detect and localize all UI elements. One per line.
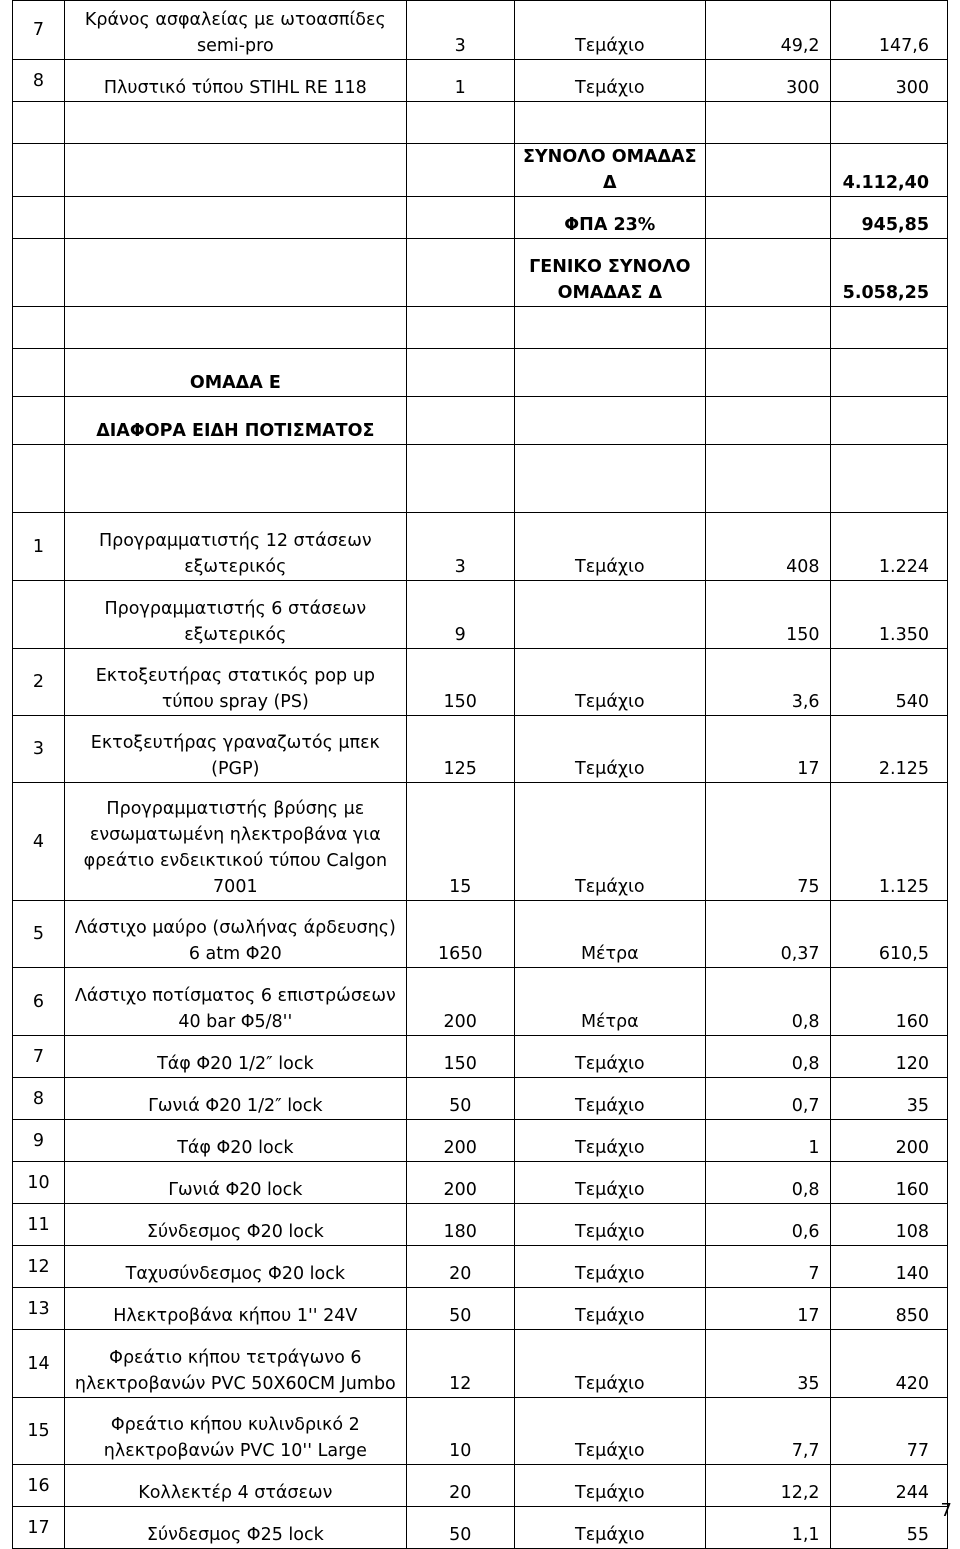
empty-cell (13, 397, 65, 445)
empty-cell (705, 445, 830, 513)
item-unit: Τεμάχιο (514, 1204, 705, 1246)
item-description: Σύνδεσμος Φ25 lock (64, 1507, 406, 1549)
item-price: 17 (705, 1288, 830, 1330)
item-total: 140 (830, 1246, 947, 1288)
item-price: 7 (705, 1246, 830, 1288)
item-number: 16 (13, 1465, 65, 1507)
item-description: Εκτοξευτήρας στατικός pop up τύπου spray (PS) (64, 649, 406, 716)
empty-cell (406, 307, 514, 349)
item-quantity: 3 (406, 513, 514, 581)
item-total: 2.125 (830, 716, 947, 783)
item-description: Λάστιχο μαύρο (σωλήνας άρδευσης) 6 atm Φ20 (64, 901, 406, 968)
item-number: 14 (13, 1330, 65, 1398)
empty-cell (13, 307, 65, 349)
empty-cell (705, 102, 830, 144)
item-total: 35 (830, 1078, 947, 1120)
item-total: 160 (830, 968, 947, 1036)
item-description: Ταχυσύνδεσμος Φ20 lock (64, 1246, 406, 1288)
item-unit: Τεμάχιο (514, 1246, 705, 1288)
empty-cell (514, 102, 705, 144)
item-total: 160 (830, 1162, 947, 1204)
table-row (13, 1330, 948, 1398)
item-description: Προγραμματιστής βρύσης με ενσωματωμένη ηλεκτροβάνα για φρεάτιο ενδεικτικού τύπου Calgon 7001 (64, 783, 406, 901)
empty-cell (13, 144, 65, 197)
item-unit: Τεμάχιο (514, 1398, 705, 1465)
blank-row (13, 102, 948, 144)
item-price: 0,7 (705, 1078, 830, 1120)
item-unit (514, 581, 705, 649)
item-unit: Τεμάχιο (514, 1465, 705, 1507)
item-number: 15 (13, 1398, 65, 1465)
item-quantity: 50 (406, 1288, 514, 1330)
empty-cell (13, 349, 65, 397)
item-price: 1,1 (705, 1507, 830, 1549)
item-number: 7 (13, 1036, 65, 1078)
empty-cell (514, 445, 705, 513)
grand-total-row (13, 239, 948, 307)
item-price: 1 (705, 1120, 830, 1162)
item-total: 610,5 (830, 901, 947, 968)
table-row (13, 1, 948, 60)
empty-cell (705, 397, 830, 445)
item-number: 12 (13, 1246, 65, 1288)
vat-value: 945,85 (830, 197, 947, 239)
item-price: 0,6 (705, 1204, 830, 1246)
blank-row (13, 445, 948, 513)
table-row (13, 1204, 948, 1246)
item-description: Προγραμματιστής 6 στάσεων εξωτερικός (64, 581, 406, 649)
item-unit: Τεμάχιο (514, 1120, 705, 1162)
item-number: 2 (13, 649, 65, 716)
item-price: 0,37 (705, 901, 830, 968)
empty-cell (830, 307, 947, 349)
empty-cell (406, 239, 514, 307)
item-total: 300 (830, 60, 947, 102)
table-row (13, 1398, 948, 1465)
item-unit: Τεμάχιο (514, 1330, 705, 1398)
item-number: 8 (13, 1078, 65, 1120)
item-description: Εκτοξευτήρας γραναζωτός μπεκ (PGP) (64, 716, 406, 783)
blank-row (13, 307, 948, 349)
vat-label: ΦΠΑ 23% (514, 197, 705, 239)
empty-cell (13, 102, 65, 144)
grand-total-value: 5.058,25 (830, 239, 947, 307)
item-total: 1.224 (830, 513, 947, 581)
empty-cell (514, 349, 705, 397)
item-total: 147,6 (830, 1, 947, 60)
item-quantity: 15 (406, 783, 514, 901)
empty-cell (705, 197, 830, 239)
item-unit: Τεμάχιο (514, 1507, 705, 1549)
empty-cell (406, 349, 514, 397)
subtotal-label: ΣΥΝΟΛΟ ΟΜΑΔΑΣ Δ (514, 144, 705, 197)
item-description: Ηλεκτροβάνα κήπου 1'' 24V (64, 1288, 406, 1330)
item-number (13, 581, 65, 649)
table-row (13, 649, 948, 716)
table-row (13, 1162, 948, 1204)
table-row (13, 1465, 948, 1507)
item-quantity: 180 (406, 1204, 514, 1246)
item-quantity: 20 (406, 1246, 514, 1288)
empty-cell (705, 349, 830, 397)
empty-cell (406, 144, 514, 197)
item-price: 12,2 (705, 1465, 830, 1507)
table-row (13, 783, 948, 901)
item-unit: Τεμάχιο (514, 716, 705, 783)
item-quantity: 12 (406, 1330, 514, 1398)
item-price: 0,8 (705, 1162, 830, 1204)
item-price: 300 (705, 60, 830, 102)
empty-cell (13, 197, 65, 239)
item-total: 244 (830, 1465, 947, 1507)
item-description: Τάφ Φ20 lock (64, 1120, 406, 1162)
empty-cell (13, 445, 65, 513)
empty-cell (830, 102, 947, 144)
item-price: 49,2 (705, 1, 830, 60)
item-number: 6 (13, 968, 65, 1036)
empty-cell (13, 239, 65, 307)
item-total: 77 (830, 1398, 947, 1465)
item-total: 55 (830, 1507, 947, 1549)
item-description: Σύνδεσμος Φ20 lock (64, 1204, 406, 1246)
item-unit: Τεμάχιο (514, 649, 705, 716)
table-row (13, 1036, 948, 1078)
item-description: Γωνιά Φ20 1/2″ lock (64, 1078, 406, 1120)
item-unit: Τεμάχιο (514, 1288, 705, 1330)
item-description: Προγραμματιστής 12 στάσεων εξωτερικός (64, 513, 406, 581)
item-unit: Τεμάχιο (514, 1078, 705, 1120)
item-description: Κράνος ασφαλείας με ωτοασπίδες semi-pro (64, 1, 406, 60)
vat-row (13, 197, 948, 239)
table-row (13, 581, 948, 649)
item-number: 10 (13, 1162, 65, 1204)
empty-cell (64, 307, 406, 349)
item-description: Λάστιχο ποτίσματος 6 επιστρώσεων 40 bar Φ5/8'' (64, 968, 406, 1036)
empty-cell (705, 144, 830, 197)
item-number: 17 (13, 1507, 65, 1549)
item-price: 408 (705, 513, 830, 581)
items-table (12, 0, 948, 1549)
item-total: 1.125 (830, 783, 947, 901)
item-total: 540 (830, 649, 947, 716)
empty-cell (64, 239, 406, 307)
empty-cell (406, 102, 514, 144)
item-unit: Τεμάχιο (514, 783, 705, 901)
item-unit: Μέτρα (514, 968, 705, 1036)
empty-cell (64, 445, 406, 513)
item-unit: Τεμάχιο (514, 513, 705, 581)
group-subtitle-row (13, 397, 948, 445)
table-row (13, 716, 948, 783)
item-total: 200 (830, 1120, 947, 1162)
item-total: 850 (830, 1288, 947, 1330)
empty-cell (64, 144, 406, 197)
item-quantity: 125 (406, 716, 514, 783)
empty-cell (406, 397, 514, 445)
item-number: 4 (13, 783, 65, 901)
item-description: Τάφ Φ20 1/2″ lock (64, 1036, 406, 1078)
item-description: Φρεάτιο κήπου κυλινδρικό 2 ηλεκτροβανών PVC 10'' Large (64, 1398, 406, 1465)
item-unit: Τεμάχιο (514, 1, 705, 60)
empty-cell (830, 445, 947, 513)
item-quantity: 9 (406, 581, 514, 649)
group-title: ΟΜΑΔΑ Ε (64, 349, 406, 397)
table-row (13, 1078, 948, 1120)
item-total: 420 (830, 1330, 947, 1398)
subtotal-value: 4.112,40 (830, 144, 947, 197)
item-unit: Τεμάχιο (514, 1036, 705, 1078)
item-number: 1 (13, 513, 65, 581)
empty-cell (514, 307, 705, 349)
item-price: 75 (705, 783, 830, 901)
item-unit: Μέτρα (514, 901, 705, 968)
item-number: 8 (13, 60, 65, 102)
item-total: 1.350 (830, 581, 947, 649)
item-description: Πλυστικό τύπου STIHL RE 118 (64, 60, 406, 102)
item-quantity: 3 (406, 1, 514, 60)
table-row (13, 968, 948, 1036)
item-number: 3 (13, 716, 65, 783)
table-row (13, 1288, 948, 1330)
item-quantity: 1650 (406, 901, 514, 968)
table-row (13, 513, 948, 581)
item-total: 120 (830, 1036, 947, 1078)
item-price: 17 (705, 716, 830, 783)
item-price: 150 (705, 581, 830, 649)
empty-cell (406, 445, 514, 513)
item-quantity: 200 (406, 968, 514, 1036)
table-row (13, 901, 948, 968)
item-unit: Τεμάχιο (514, 1162, 705, 1204)
item-price: 35 (705, 1330, 830, 1398)
subtotal-row (13, 144, 948, 197)
item-description: Φρεάτιο κήπου τετράγωνο 6 ηλεκτροβανών PVC 50X60CM Jumbo (64, 1330, 406, 1398)
page-number: 7 (940, 1500, 952, 1521)
empty-cell (705, 239, 830, 307)
empty-cell (64, 197, 406, 239)
item-number: 9 (13, 1120, 65, 1162)
item-price: 0,8 (705, 1036, 830, 1078)
item-total: 108 (830, 1204, 947, 1246)
item-description: Κολλεκτέρ 4 στάσεων (64, 1465, 406, 1507)
group-title-row (13, 349, 948, 397)
item-quantity: 200 (406, 1120, 514, 1162)
item-description: Γωνιά Φ20 lock (64, 1162, 406, 1204)
item-quantity: 150 (406, 1036, 514, 1078)
grand-total-label: ΓΕΝΙΚΟ ΣΥΝΟΛΟ ΟΜΑΔΑΣ Δ (514, 239, 705, 307)
item-number: 5 (13, 901, 65, 968)
table-row (13, 1246, 948, 1288)
item-quantity: 50 (406, 1078, 514, 1120)
item-number: 11 (13, 1204, 65, 1246)
item-quantity: 150 (406, 649, 514, 716)
item-quantity: 200 (406, 1162, 514, 1204)
item-number: 7 (13, 1, 65, 60)
item-quantity: 50 (406, 1507, 514, 1549)
item-quantity: 10 (406, 1398, 514, 1465)
empty-cell (830, 349, 947, 397)
item-quantity: 20 (406, 1465, 514, 1507)
empty-cell (64, 102, 406, 144)
item-price: 3,6 (705, 649, 830, 716)
empty-cell (514, 397, 705, 445)
group-subtitle: ΔΙΑΦΟΡΑ ΕΙΔΗ ΠΟΤΙΣΜΑΤΟΣ (64, 397, 406, 445)
item-price: 7,7 (705, 1398, 830, 1465)
item-number: 13 (13, 1288, 65, 1330)
item-unit: Τεμάχιο (514, 60, 705, 102)
table-row (13, 1120, 948, 1162)
empty-cell (830, 397, 947, 445)
item-quantity: 1 (406, 60, 514, 102)
empty-cell (705, 307, 830, 349)
item-price: 0,8 (705, 968, 830, 1036)
empty-cell (406, 197, 514, 239)
table-row (13, 60, 948, 102)
